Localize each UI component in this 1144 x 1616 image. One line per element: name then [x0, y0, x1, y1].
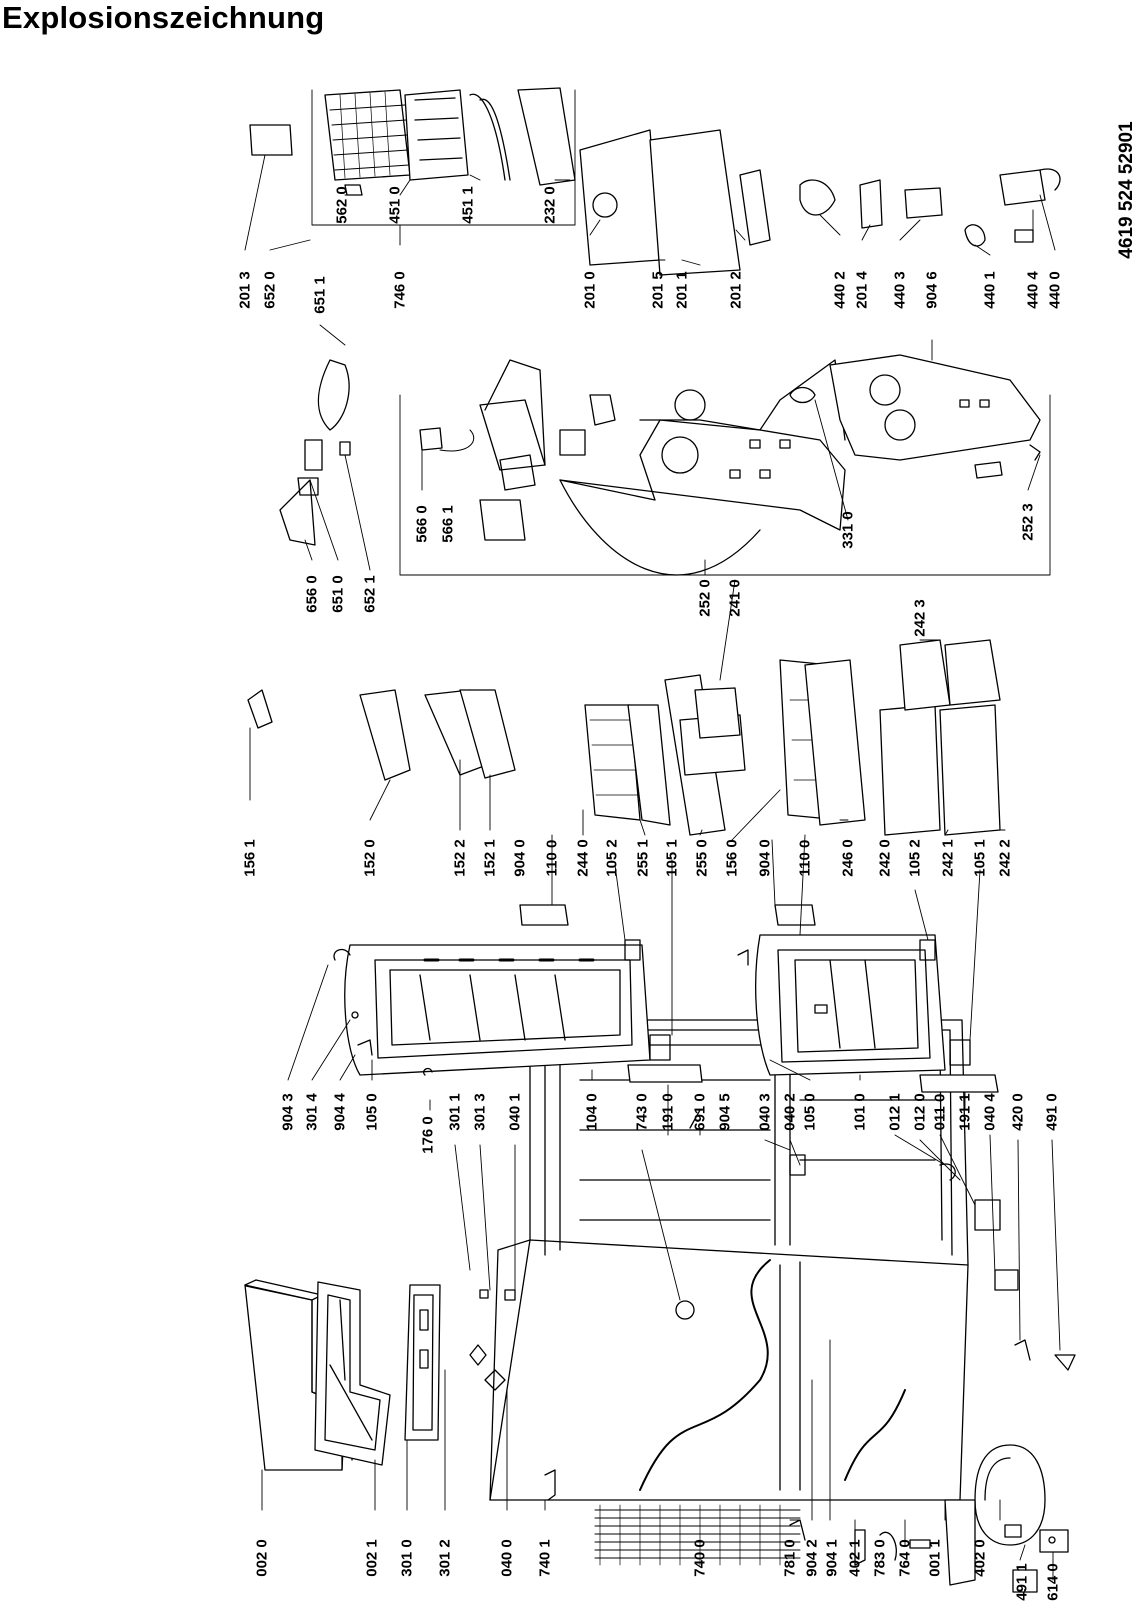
vegetable-drawers-part — [880, 640, 1000, 835]
compressor-part — [975, 1445, 1045, 1545]
page-title: Explosionszeichnung — [2, 0, 325, 35]
door-bins-upper-part — [360, 690, 515, 780]
evaporator-part — [250, 88, 1060, 275]
cabinet-body-part — [490, 1020, 968, 1500]
top-frame-part — [315, 1282, 390, 1465]
control-panel-part — [405, 1285, 440, 1440]
clip-part — [248, 690, 272, 728]
ice-tray-part — [280, 360, 350, 545]
shelves-lower-part — [780, 660, 865, 825]
shelves-upper-part — [585, 675, 745, 835]
exploded-view-page: Explosionszeichnung 002 0 002 1 301 0 301 2 040 0 740 1 740 0 781 0 904 2 904 1 402 1 783 0 764 0 001 1 402 0 491 1 614 0 904 3 301 4 904 4 105 0 176 0 301 1 301 3 040 1 104 0 743 0 191 0 691 0 904 5 040 3 040 2 105 0 101 0 012 1 012 0 011 0 191 1 040 4 420 0 491 0 156 1 152 0 152 2 152 1 904 0 110 0 244 0 105 2 255 1 105 1 255 0 156 0 904 0 110 0 246 0 242 0 105 2 242 1 105 1 242 2 242 3 656 0 651 0 652 1 252 0 241 0 566 0 566 1 331 0 252 3 201 3 652 0 651 1 746 0 562 0 451 0 451 1 232 0 201 0 201 5 201 1 201 2 440 2 201 4 440 3 904 6 440 1 440 4 440 0 4619 524 52901 — [0, 0, 1144, 1616]
fan-housing-assembly-part — [420, 355, 1040, 575]
base-plate-part — [945, 1500, 975, 1585]
freezer-door-part — [345, 945, 650, 1075]
fridge-door-part — [756, 935, 945, 1075]
